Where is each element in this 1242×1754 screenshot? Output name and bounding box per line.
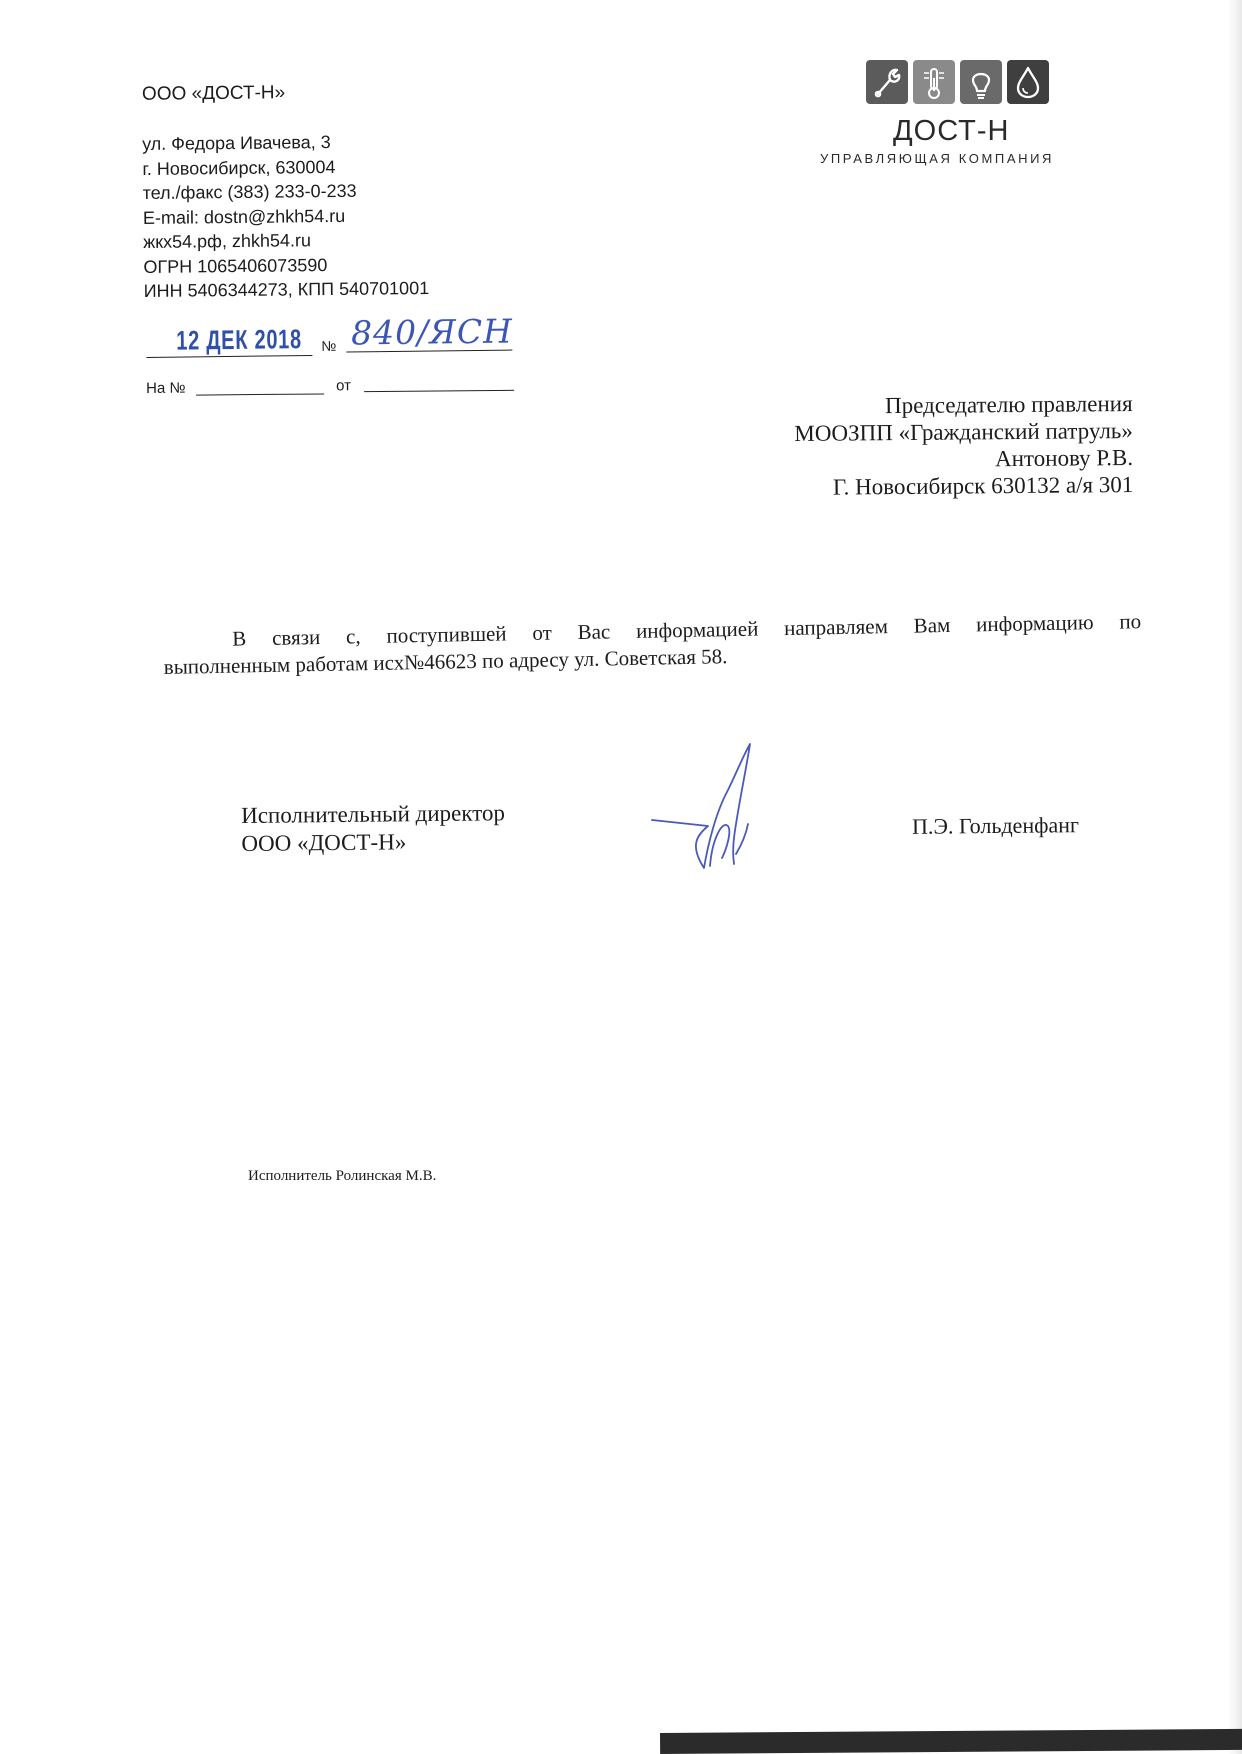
thermometer-icon: [913, 60, 955, 104]
body-line-2: выполненным работам исх№46623 по адресу ул. Советская 58.: [163, 644, 728, 679]
addressee-block: [794, 390, 1133, 501]
logo-tagline: УПРАВЛЯЮЩАЯ КОМПАНИЯ: [820, 151, 1055, 166]
sender-websites: жкх54.рф, zhkh54.ru: [143, 230, 312, 252]
addressee-organization: МООЗПП «Гражданский патруль»: [793, 417, 1133, 446]
company-logo: [866, 58, 1051, 106]
reference-number-blank: [196, 393, 324, 395]
sender-contacts: [142, 129, 429, 303]
number-label: №: [321, 337, 337, 354]
reference-date-blank: [364, 390, 514, 392]
sender-ogrn: ОГРН 1065406073590: [143, 254, 328, 277]
scan-edge-bottom: [660, 1729, 1242, 1754]
reference-line: [146, 377, 516, 402]
signatory-name: П.Э. Гольденфанг: [911, 812, 1080, 839]
sender-phone: тел./факс (383) 233-0-233: [142, 180, 357, 203]
signatory-company: ООО «ДОСТ-Н»: [241, 829, 407, 856]
date-stamp: 12 ДЕК 2018: [176, 324, 303, 356]
sender-email: E-mail: dostn@zhkh54.ru: [142, 205, 346, 228]
signatory-position: Исполнительный директор: [241, 800, 506, 828]
letter-body: [163, 608, 1142, 681]
wrench-icon: [866, 60, 908, 104]
sender-company-name: ООО «ДОСТ-Н»: [141, 82, 286, 105]
body-line-1: В связи с, поступившей от Вас информацией направляем Вам информацию по: [232, 609, 1142, 651]
signatory-title: [241, 799, 505, 858]
sender-city: г. Новосибирск, 630004: [142, 156, 336, 179]
addressee-address: Г. Новосибирск 630132 а/я 301: [832, 471, 1133, 500]
reference-number-label: На №: [146, 379, 186, 397]
addressee-position: Председателю правления: [884, 390, 1133, 419]
sender-inn-kpp: ИНН 5406344273, КПП 540701001: [143, 278, 430, 301]
water-drop-icon: [1007, 60, 1049, 104]
addressee-name: Антонову Р.В.: [994, 444, 1133, 472]
logo-brand-name: ДОСТ-Н: [893, 115, 1010, 147]
outgoing-registration: [146, 311, 514, 360]
executor-note: Исполнитель Ролинская М.В.: [248, 1168, 437, 1184]
handwritten-signature: [650, 740, 790, 880]
date-underline: [146, 355, 312, 358]
sender-address: ул. Федора Ивачева, 3: [142, 132, 331, 154]
lightbulb-icon: [960, 60, 1002, 104]
outgoing-number-handwritten: 840/ЯСН: [350, 311, 514, 353]
scan-edge-right: [1228, 0, 1242, 1754]
reference-date-label: от: [335, 377, 352, 395]
